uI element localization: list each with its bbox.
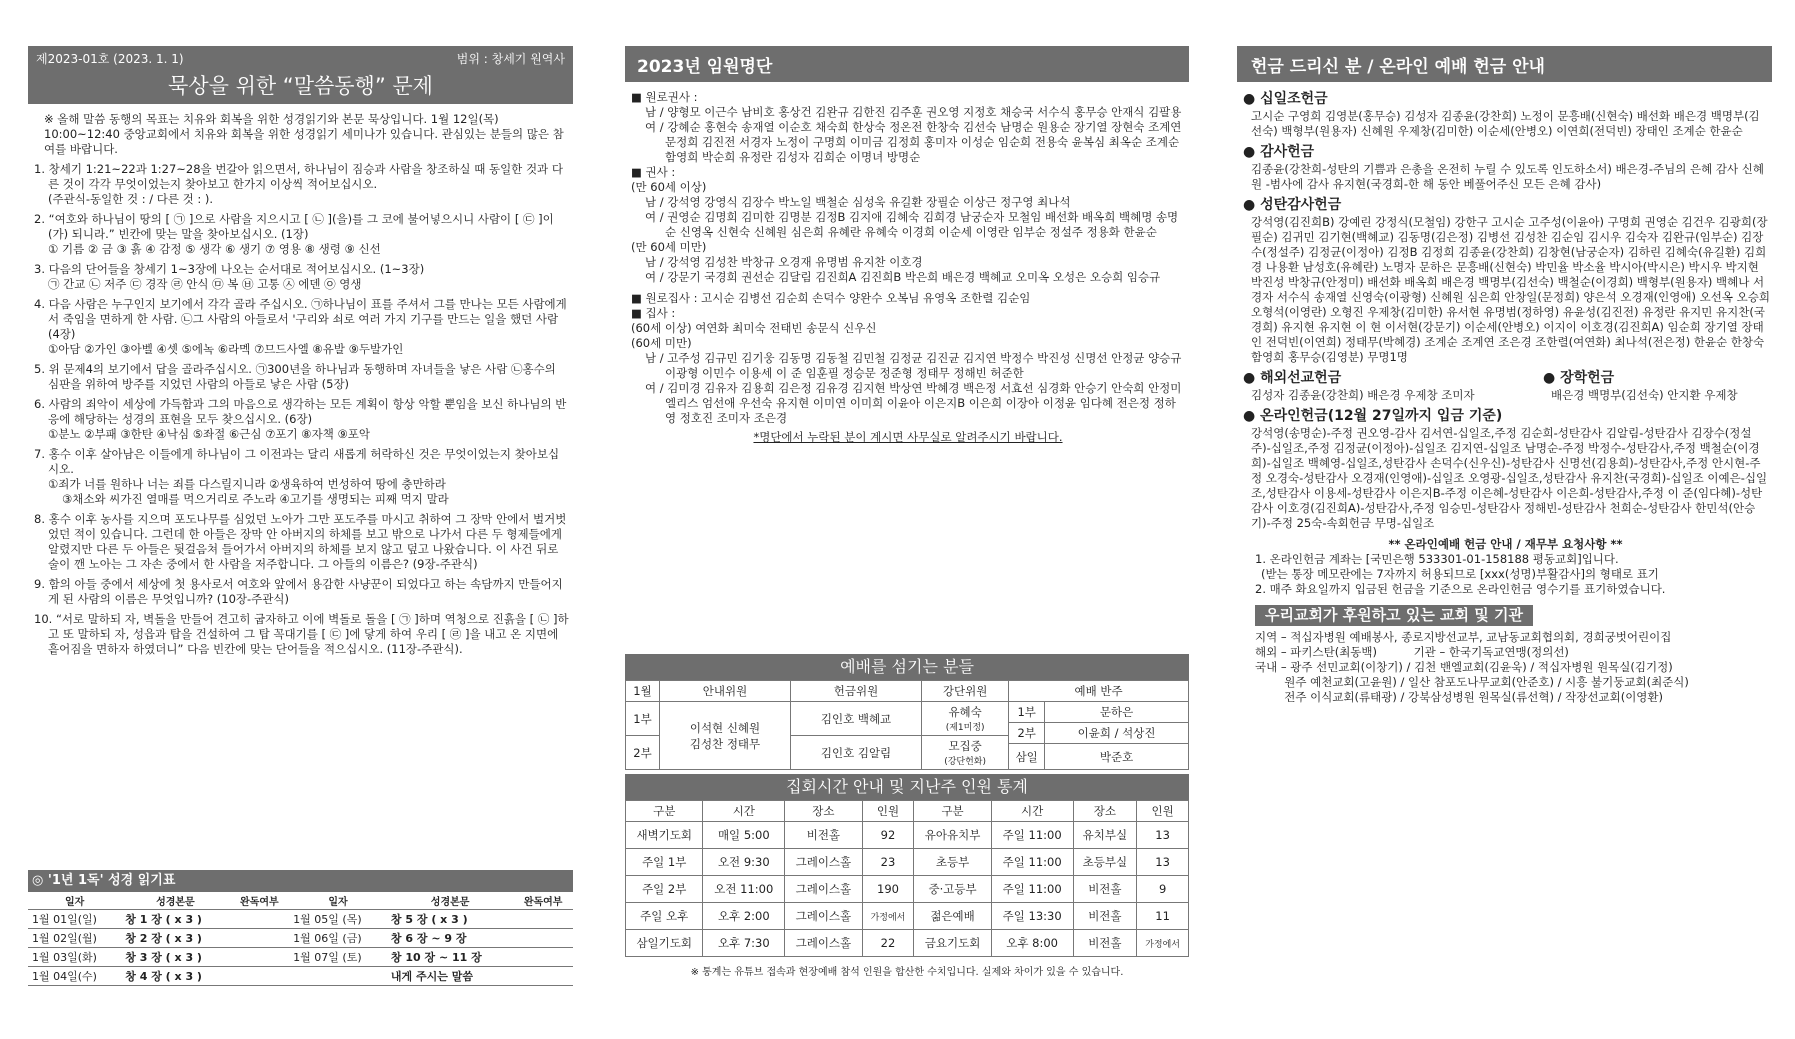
reading-row bbox=[28, 948, 573, 967]
online-list: 강석영(송명순)-주정 권오영-감사 김서연-십일조,주정 김순희-성탄감사 김알림-성탄감사 김장수(정설주)-십일조,주정 김정균(이정아)-십일조 김지연-십일조 남명순-주정 박정수-성탄감사,주정 백철순(이경희)-십일조 백혜영-십일조,성탄감사 손덕수(신우신)-성탄감사 신명선(김용희)-성탄감사,주정 안시현-주정 오경숙-성탄감사 오경재(인영애)-십일조 오영광-십일조,성탄감사 유지찬(국경희)-십일조 이예은-십일조,성탄감사 이용세-성탄감사 이은지B-주정 이은혜-성탄감사 이은희-성탄감사,주정 이 준(임다혜)-성탄감사 이호경(김진희A)-성탄감사,주정 임승민-성탄감사 정해빈-성탄감사 천희순-성탄감사 한민석(안승기)-주정 25숙-속회헌금 무명-십일조 bbox=[1251, 426, 1768, 530]
stats-row bbox=[626, 822, 1189, 849]
quiz-title: 묵상을 위한 “말씀동행” 문제 bbox=[168, 74, 433, 98]
stats-title: 집회시간 안내 및 지난주 인원 통계 bbox=[625, 774, 1189, 800]
support-line: 지역 – 적십자병원 예배봉사, 종로지방선교부, 교남동교회협의회, 경희궁벗어린이집 bbox=[1255, 630, 1672, 644]
w-acc3: 박준호 bbox=[1045, 744, 1189, 770]
thanks-heading: ● 감사헌금 bbox=[1243, 144, 1315, 160]
stats-cell: 비전홀 bbox=[1073, 930, 1137, 957]
stats-cell: 삼일기도회 bbox=[626, 930, 703, 957]
elder-men: 남 / 양형모 이근수 남비호 홍상건 김완규 김한진 김주훈 권오영 지정호 채승국 서수식 홍무승 안재식 김팔용 bbox=[645, 105, 1182, 119]
offering-column bbox=[1237, 46, 1772, 705]
reading-cell bbox=[289, 967, 387, 986]
officers-header bbox=[625, 46, 1189, 82]
stats-cell: 비전홀 bbox=[1073, 903, 1137, 930]
stats-header: 시간 bbox=[991, 801, 1073, 822]
kwonsa-over-men: 남 / 강석영 강영식 김장수 박노일 백철순 심성욱 유길환 장필순 이상근 정구영 최나석 bbox=[645, 195, 1071, 209]
scholarship-heading: ● 장학헌금 bbox=[1543, 370, 1615, 386]
stats-cell: 매일 5:00 bbox=[703, 822, 785, 849]
support-line: 국내 – 광주 선민교회(이창기) / 김천 밴엘교회(김윤욱) / 적십자병원 원목실(김기정) bbox=[1255, 660, 1673, 674]
stats-cell: 주일 13:30 bbox=[991, 903, 1073, 930]
overseas-heading: ● 해외선교헌금 bbox=[1243, 370, 1342, 386]
scope: 범위 : 창세기 원역사 bbox=[456, 52, 565, 66]
offering-title: 헌금 드리신 분 / 온라인 예배 헌금 안내 bbox=[1251, 56, 1545, 77]
question-text: 1. 창세기 1:21~22과 1:27~28을 번갈아 읽으면서, 하나님이 짐승과 사람을 창조하실 때 동일한 것과 다른 것이 각각 무엇이었는지 찾아보고 한가지 이상씩 적어보십시오. bbox=[34, 162, 563, 191]
question-text: 5. 위 문제4의 보기에서 답을 골라주십시오. ㉠300년을 하나님과 동행하며 자녀들을 낳은 사람 ㉡홍수의 심판을 위하여 방주를 지었던 사람의 아들로 낳은 사람 (5장) bbox=[34, 362, 556, 391]
question bbox=[34, 397, 569, 442]
reading-plan bbox=[28, 870, 573, 986]
reading-header: 일자 bbox=[289, 892, 387, 910]
kwonsa-under-women: 여 / 강문기 국경희 권선순 김달림 김진희A 김진희B 박은희 배은경 백혜교 오미옥 오성은 오승희 임승규 bbox=[645, 270, 1161, 284]
stats-cell: 23 bbox=[862, 849, 914, 876]
online-heading: ● 온라인헌금(12월 27일까지 입금 기준) bbox=[1243, 408, 1503, 424]
stats-header: 시간 bbox=[703, 801, 785, 822]
wh-offering: 헌금위원 bbox=[791, 681, 922, 702]
quiz-header bbox=[28, 46, 573, 104]
question-options: (주관식-동일한 것 : / 다른 것 : ). bbox=[48, 192, 214, 206]
wh-month: 1월 bbox=[626, 681, 660, 702]
reading-header: 성경본문 bbox=[121, 892, 229, 910]
question-text: 4. 다음 사람은 누구인지 보기에서 각각 골라 주십시오. ㉠하나님이 표를 주셔서 그를 만나는 모든 사람에게서 죽임을 면하게 한 사람. ㉡그 사람의 아들로서 '구리와 쇠로 여러 가지 기구를 만드는 일을 했던 사람 (4장) bbox=[34, 297, 567, 341]
omission-notice: *명단에서 누락된 분이 계시면 사무실로 알려주시기 바랍니다. bbox=[753, 430, 1063, 444]
officers-title: 2023년 임원명단 bbox=[637, 56, 773, 77]
stats-header: 구분 bbox=[626, 801, 703, 822]
w-pulpit1 bbox=[922, 702, 1009, 736]
stats-cell: 그레이스홀 bbox=[785, 930, 862, 957]
stats-cell: 비전홀 bbox=[1073, 876, 1137, 903]
question-text: 2. “여호와 하나님이 땅의 [ ㉠ ]으로 사람을 지으시고 [ ㉡ ](을)를 그 코에 불어넣으시니 사람이 [ ㉢ ]이(가) 되니라.” 빈칸에 맞는 말을 찾아보십시오. (1장) bbox=[34, 212, 554, 241]
stats-cell: 유치부실 bbox=[1073, 822, 1137, 849]
stats-cell: 주일 오후 bbox=[626, 903, 703, 930]
support-line: 해외 – 파키스탄(최동백) 기관 – 한국기독교연맹(정의선) bbox=[1255, 645, 1569, 659]
question bbox=[34, 612, 569, 657]
overseas-list: 김성자 김종윤(강찬희) 배은경 우제창 조미자 bbox=[1251, 388, 1475, 402]
elder-heading: ■ 원로권사 : bbox=[631, 90, 698, 104]
stats-cell: 초등부 bbox=[914, 849, 991, 876]
w-acc2: 이윤희 / 석상진 bbox=[1045, 723, 1189, 744]
stats-table bbox=[625, 800, 1189, 957]
question-list bbox=[34, 162, 569, 657]
w-row1: 1부 bbox=[626, 702, 660, 736]
deacon-men: 남 / 고주성 김규민 김기웅 김동명 김동철 김민철 김정균 김진균 김지연 박정수 박진성 신명선 안정균 양승규 이광형 이민수 이용세 이 준 임훈필 정승문 정준형 정태무 정해빈 허준한 bbox=[645, 351, 1182, 380]
question-text: 6. 사람의 죄악이 세상에 가득함과 그의 마음으로 생각하는 모든 계획이 항상 악할 뿐임을 보신 하나님의 반응에 해당하는 성경의 표현을 모두 찾으십시오. (6장) bbox=[34, 397, 567, 426]
reading-cell: 창 2 장 ( x 3 ) bbox=[121, 929, 229, 948]
reading-row bbox=[28, 929, 573, 948]
kwonsa-over-women: 여 / 권영순 김명희 김미한 김명분 김정B 김지애 김혜숙 김희경 남궁순자 모철임 배선화 배옥희 백혜명 송명순 신영옥 신현숙 신혜원 심은희 유혜란 유혜숙 이경희 이순세 이영란 임부순 정설주 정용화 한윤순 bbox=[645, 210, 1179, 239]
kwonsa-under-label: (만 60세 미만) bbox=[631, 240, 707, 254]
reading-header: 완독여부 bbox=[513, 892, 573, 910]
w-guide: 이석현 신혜원 김성찬 정태무 bbox=[660, 702, 791, 770]
reading-cell: 1월 03일(화) bbox=[28, 948, 121, 967]
reading-cell: 창 10 장 ~ 11 장 bbox=[387, 948, 513, 967]
w-pulpit1-note: (제1미정) bbox=[945, 723, 985, 733]
worship-table bbox=[625, 680, 1189, 770]
scholarship-list: 배은경 백명부(김선숙) 안지환 우제창 bbox=[1551, 388, 1738, 402]
thanks-list: 김종윤(강찬희-성탄의 기쁨과 은총을 온전히 누릴 수 있도록 인도하소서) 배은경-주님의 은혜 감사 신혜원 -범사에 감사 유지현(국경희-한 해 동안 베풀어주신 모든 은혜 감사) bbox=[1251, 162, 1764, 191]
question-options: ①아담 ②가인 ③아벨 ④셋 ⑤에녹 ⑥라멕 ⑦므드사엘 ⑧유발 ⑨두발가인 bbox=[48, 342, 404, 356]
stats-cell: 초등부실 bbox=[1073, 849, 1137, 876]
stats-header: 인원 bbox=[862, 801, 914, 822]
stats-cell: 그레이스홀 bbox=[785, 849, 862, 876]
deacon-over: (60세 이상) 여연화 최미숙 전태빈 송문식 신우신 bbox=[631, 321, 877, 335]
question-text: 7. 홍수 이후 살아남은 이들에게 하나님이 그 이전과는 달리 새롭게 허락하신 것은 무엇이었는지 찾아보십시오. bbox=[34, 447, 560, 476]
stats-cell: 주일 1부 bbox=[626, 849, 703, 876]
stats-header: 장소 bbox=[785, 801, 862, 822]
reading-cell: 창 4 장 ( x 3 ) bbox=[121, 967, 229, 986]
reading-cell: 1월 01일(일) bbox=[28, 910, 121, 929]
stats-cell: 새벽기도회 bbox=[626, 822, 703, 849]
reading-cell bbox=[230, 948, 290, 967]
quiz-column bbox=[28, 46, 573, 983]
stats-row bbox=[626, 930, 1189, 957]
stats-cell: 11 bbox=[1137, 903, 1189, 930]
kwonsa-over-label: (만 60세 이상) bbox=[631, 180, 707, 194]
question bbox=[34, 447, 569, 507]
stats-cell: 190 bbox=[862, 876, 914, 903]
reading-cell bbox=[513, 967, 573, 986]
support-heading: 우리교회가 후원하고 있는 교회 및 기관 bbox=[1255, 605, 1533, 626]
question bbox=[34, 212, 569, 257]
question-options: ①분노 ②부패 ③한탄 ④낙심 ⑤좌절 ⑥근심 ⑦포기 ⑧자책 ⑨포악 bbox=[48, 427, 370, 441]
reading-title: ◎ '1년 1독' 성경 읽기표 bbox=[28, 870, 573, 892]
w-pulpit2-name: 모집중 bbox=[948, 739, 982, 753]
w-off1: 김인호 백혜교 bbox=[791, 702, 922, 736]
worship-title: 예배를 섬기는 분들 bbox=[625, 654, 1189, 680]
stats-cell: 9 bbox=[1137, 876, 1189, 903]
stats-cell: 오전 11:00 bbox=[703, 876, 785, 903]
question-options: ㉠ 간교 ㉡ 저주 ㉢ 경작 ㉣ 안식 ㉤ 복 ㉥ 고통 ㉦ 에덴 ㉧ 영생 bbox=[48, 277, 362, 291]
deacon-women: 여 / 김미경 김유자 김용희 김은정 김유경 김지현 박상연 박혜경 백은정 서효선 심경화 안승기 안숙희 안정미 엘리스 엄선애 우선숙 유지현 이미연 이미희 이윤아 이은지B 이은희 이장아 이정윤 임다혜 전은정 정하영 정호진 조미자 조은경 bbox=[645, 381, 1182, 425]
stats-cell: 그레이스홀 bbox=[785, 903, 862, 930]
stats-cell: 13 bbox=[1137, 822, 1189, 849]
question bbox=[34, 362, 569, 392]
reading-cell bbox=[230, 910, 290, 929]
stats-cell: 가정에서 bbox=[862, 903, 914, 930]
offering-header bbox=[1237, 46, 1772, 82]
reading-cell: 창 5 장 ( x 3 ) bbox=[387, 910, 513, 929]
quiz-intro: ※ 올해 말씀 동행의 목표는 치유와 회복을 위한 성경읽기와 본문 묵상입니다. 1월 12일(목) 10:00~12:40 중앙교회에서 치유와 회복을 위한 성경읽기 세미나가 있습니다. 관심있는 분들의 많은 참여를 바랍니다. bbox=[44, 112, 564, 156]
w-pulpit1-name: 유혜숙 bbox=[948, 705, 982, 719]
reading-row bbox=[28, 967, 573, 986]
reading-cell: 창 1 장 ( x 3 ) bbox=[121, 910, 229, 929]
reading-cell: 창 6 장 ~ 9 장 bbox=[387, 929, 513, 948]
stats-cell: 주일 11:00 bbox=[991, 822, 1073, 849]
kwonsa-heading: ■ 권사 : bbox=[631, 165, 676, 179]
online-guide-1b: (받는 통장 메모란에는 7자까지 허용되므로 [xxx(성명)부활감사]의 형태로 표기 bbox=[1261, 567, 1659, 581]
stats-cell: 92 bbox=[862, 822, 914, 849]
stats-cell: 오후 8:00 bbox=[991, 930, 1073, 957]
question-text: 8. 홍수 이후 농사를 지으며 포도나무를 심었던 노아가 그만 포도주를 마시고 취하여 그 장막 안에서 벌거벗었던 적이 있습니다. 그런데 한 아들은 장막 안 아버지의 하체를 보고 밖으로 나가서 다른 두 형제들에게 알렸지만 다른 두 아들은 뒷걸음쳐 들어가서 아버지의 하체를 보지 않고 덮고 나왔습니다. 이 사건 뒤로 술이 깬 노아는 그 자손 중에서 한 사람을 저주합니다. 그 아들의 이름은? (9장-주관식) bbox=[34, 512, 567, 571]
online-guide-heading: ** 온라인예배 헌금 안내 / 재무부 요청사항 ** bbox=[1388, 537, 1623, 551]
stats-header: 구분 bbox=[914, 801, 991, 822]
stats-row bbox=[626, 849, 1189, 876]
wh-pulpit: 강단위원 bbox=[922, 681, 1009, 702]
stats-cell: 주일 11:00 bbox=[991, 876, 1073, 903]
stats-cell: 13 bbox=[1137, 849, 1189, 876]
stats-cell: 중·고등부 bbox=[914, 876, 991, 903]
online-guide-2: 2. 매주 화요일까지 입금된 헌금을 기준으로 온라인헌금 영수기를 표기하였습니다. bbox=[1255, 582, 1666, 596]
support-list bbox=[1241, 630, 1770, 705]
w-acc2-label: 2부 bbox=[1009, 723, 1045, 744]
worship-section bbox=[625, 650, 1189, 978]
question-text: 3. 다음의 단어들을 창세기 1~3장에 나오는 순서대로 적어보십시오. (1~3장) bbox=[34, 262, 425, 276]
reading-cell bbox=[513, 948, 573, 967]
stats-header: 인원 bbox=[1137, 801, 1189, 822]
kwonsa-under-men: 남 / 강석영 김성찬 박창규 오경재 유명범 유지찬 이호경 bbox=[645, 255, 923, 269]
online-guide-1: 1. 온라인헌금 계좌는 [국민은행 533301-01-158188 평동교회]입니다. bbox=[1255, 552, 1619, 566]
question-text: 9. 함의 아들 중에서 세상에 첫 용사로서 여호와 앞에서 용감한 사냥꾼이 되었다고 하는 속담까지 만들어지게 된 사람의 이름은 무엇입니까? (10장-주관식) bbox=[34, 577, 563, 606]
stats-cell: 유아유치부 bbox=[914, 822, 991, 849]
reading-cell: 1월 06일 (금) bbox=[289, 929, 387, 948]
officers-column bbox=[625, 46, 1189, 978]
question bbox=[34, 297, 569, 357]
reading-header: 일자 bbox=[28, 892, 121, 910]
stats-cell: 비전홀 bbox=[785, 822, 862, 849]
reading-row bbox=[28, 910, 573, 929]
support-line: 원주 예천교회(고윤원) / 일산 참포도나무교회(안준호) / 시흥 불기둥교회(최준식) bbox=[1255, 675, 1689, 689]
reading-cell: 창 3 장 ( x 3 ) bbox=[121, 948, 229, 967]
w-acc1: 문하은 bbox=[1045, 702, 1189, 723]
reading-cell bbox=[513, 929, 573, 948]
reading-cell bbox=[230, 929, 290, 948]
stats-cell: 오후 7:30 bbox=[703, 930, 785, 957]
stats-cell: 22 bbox=[862, 930, 914, 957]
stats-row bbox=[626, 903, 1189, 930]
w-pulpit2 bbox=[922, 736, 1009, 770]
w-acc1-label: 1부 bbox=[1009, 702, 1045, 723]
w-acc3-label: 삼일 bbox=[1009, 744, 1045, 770]
reading-table bbox=[28, 892, 573, 986]
w-off2: 김인호 김알림 bbox=[791, 736, 922, 770]
support-line: 전주 이식교회(류태광) / 강북삼성병원 원목실(류선혁) / 작장선교회(이영환) bbox=[1255, 690, 1664, 704]
question bbox=[34, 162, 569, 207]
stats-note: ※ 통계는 유튜브 접속과 현장예배 참석 인원을 합산한 수치입니다. 실제와 차이가 있을 수 있습니다. bbox=[690, 967, 1124, 978]
reading-cell: 1월 05일 (목) bbox=[289, 910, 387, 929]
christmas-heading: ● 성탄감사헌금 bbox=[1243, 197, 1342, 213]
reading-cell bbox=[513, 910, 573, 929]
reading-cell bbox=[230, 967, 290, 986]
reading-header: 완독여부 bbox=[230, 892, 290, 910]
issue-number: 제2023-01호 (2023. 1. 1) bbox=[36, 52, 184, 66]
w-pulpit2-note: (강단헌화) bbox=[944, 757, 987, 767]
stats-cell: 오전 9:30 bbox=[703, 849, 785, 876]
question-options: ① 기름 ② 금 ③ 흙 ④ 감정 ⑤ 생각 ⑥ 생기 ⑦ 영용 ⑧ 생령 ⑨ 신선 bbox=[48, 242, 381, 256]
stats-cell: 그레이스홀 bbox=[785, 876, 862, 903]
tithe-heading: ● 십일조헌금 bbox=[1243, 91, 1328, 107]
reading-cell: 1월 04일(수) bbox=[28, 967, 121, 986]
question-text: 10. “서로 말하되 자, 벽돌을 만들어 견고히 굽자하고 이에 벽돌로 돌을 [ ㉠ ]하며 역청으로 진흙을 [ ㉡ ]하고 또 말하되 자, 성읍과 탑을 건설하여 그 탑 꼭대기를 [ ㉢ ]에 닿게 하여 우리 [ ㉣ ]을 내고 온 지면에 흩어짐을 면하자 하였더니” 다음 빈칸에 맞는 단어들을 적으십시오. (11장-주관식). bbox=[34, 612, 569, 656]
deacon-heading: ■ 집사 : bbox=[631, 306, 676, 320]
tithe-list: 고시순 구영희 김영분(홍무승) 김성자 김종윤(강찬희) 노정이 문흥배(신현숙) 배선화 배은경 백명부(김선숙) 백형부(원용자) 신혜원 우제창(김미한) 이순세(안병오) 이연희(전덕빈) 장태인 조계순 한윤순 bbox=[1251, 109, 1760, 138]
christmas-list: 강석영(김진희B) 강예린 강정식(모철임) 강한구 고시순 고주성(이윤아) 구명희 권영순 김건우 김광희(장필순) 김귀민 김기현(백혜교) 김동명(김은정) 김병선 김성찬 김순임 김시우 김숙자 김완규(임부순) 김장수(정설주) 김정균(이정아) 김정B 김정희 김종윤(강찬희) 김창현(남궁순자) 김하린 김혜숙(유길환) 김희경 나용환 남성호(유혜란) 노명자 문하은 문흥배(신현숙) 박민율 박소율 박시아(박시은) 박시우 박지현 박진성 박창규(안정미) 배선화 배옥희 배은경 백명부(김선숙) 백철순(이경희) 백형부(원용자) 백혜나 서경자 서수식 송재열 신영숙(이광형) 신혜원 심은희 안창일(문정희) 양은석 오경재(인영애) 오선옥 오승희 오형석(이영란) 오형진 우제창(김미한) 유서현 유명범(정하영) 유윤성(김진전) 유정란 유지민 유지찬(국경희) 유지현 유지현 이 현 이서현(강문기) 이순세(안병오) 이지이 이호경(김진희A) 임순희 장기열 장태인 전덕빈(이연희) 정태무(박혜경) 조계순 조계연 조은경 조한렬(여연화) 최나석(전은정) 한윤순 한창숙 함영희 홍무승(김영분) 무명1명 bbox=[1251, 215, 1770, 364]
w-row2: 2부 bbox=[626, 736, 660, 770]
elder-women: 여 / 강혜순 홍현숙 송재열 이순호 채숙희 한상숙 정온전 한창숙 김선숙 남명순 원용순 장기열 장현숙 조계연 문정희 김진전 서경자 노정이 구명희 이미금 김정희 홍미자 이성순 임순희 전용숙 윤복심 최옥순 조계순 함영희 박순희 유정란 김성자 김희순 이명녀 방명순 bbox=[645, 120, 1182, 164]
question bbox=[34, 262, 569, 292]
question bbox=[34, 512, 569, 572]
stats-cell: 주일 11:00 bbox=[991, 849, 1073, 876]
reading-header: 성경본문 bbox=[387, 892, 513, 910]
wh-accompanist: 예배 반주 bbox=[1009, 681, 1189, 702]
reading-cell: 1월 07일 (토) bbox=[289, 948, 387, 967]
stats-cell: 오후 2:00 bbox=[703, 903, 785, 930]
stats-cell: 가정에서 bbox=[1137, 930, 1189, 957]
stats-cell: 주일 2부 bbox=[626, 876, 703, 903]
elder-deacon: ■ 원로집사 : 고시순 김병선 김순희 손덕수 양완수 오복님 유영옥 조한렬 김순임 bbox=[631, 291, 1031, 305]
wh-guide: 안내위원 bbox=[660, 681, 791, 702]
deacon-under-label: (60세 미만) bbox=[631, 336, 692, 350]
reading-cell: 내게 주시는 말씀 bbox=[387, 967, 513, 986]
reading-cell: 1월 02일(월) bbox=[28, 929, 121, 948]
question-options: ①죄가 너를 원하나 너는 죄를 다스릴지니라 ②생육하여 번성하여 땅에 충만하라 ③채소와 씨가진 열매를 먹으거리로 주노라 ④고기를 생명되는 피째 먹지 말라 bbox=[48, 477, 449, 506]
stats-cell: 젊은예배 bbox=[914, 903, 991, 930]
question bbox=[34, 577, 569, 607]
stats-header: 장소 bbox=[1073, 801, 1137, 822]
stats-row bbox=[626, 876, 1189, 903]
stats-cell: 금요기도회 bbox=[914, 930, 991, 957]
